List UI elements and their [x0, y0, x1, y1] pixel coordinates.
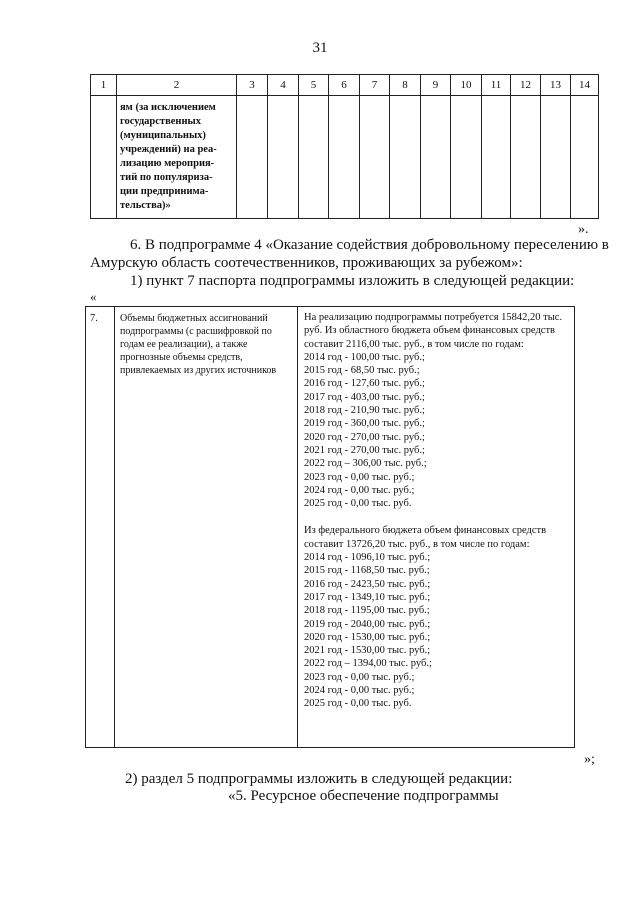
regional-year-row: 2016 год - 127,60 тыс. руб.;: [304, 378, 425, 390]
continuation-table: [90, 74, 599, 219]
federal-year-row: 2025 год - 0,00 тыс. руб.: [304, 698, 412, 710]
table-cell: [571, 96, 599, 219]
passport-item-value: [298, 307, 574, 755]
regional-year-row: 2014 год - 100,00 тыс. руб.;: [304, 351, 425, 363]
paragraph-6: 6. В подпрограмме 4 «Оказание содействия добровольному переселению в Амурскую область соотечественников, проживающих за рубежом»:: [90, 237, 609, 271]
header-cell: 8: [390, 75, 421, 96]
header-cell: 1: [91, 75, 117, 96]
regional-year-row: 2015 год - 68,50 тыс. руб.;: [304, 365, 420, 377]
funding-intro: На реализацию подпрограммы потребуется 15842,20 тыс. руб. Из областного бюджета объем финансовых средств составит 2116,00 тыс. руб., в том числе по годам:: [304, 312, 563, 350]
table-cell: [299, 96, 329, 219]
regional-year-row: 2022 год – 306,00 тыс. руб.;: [304, 458, 427, 470]
header-cell: 7: [360, 75, 390, 96]
table-cell: [541, 96, 571, 219]
regional-year-row: 2021 год - 270,00 тыс. руб.;: [304, 444, 425, 456]
table-cell: [390, 96, 421, 219]
federal-year-row: 2015 год - 1168,50 тыс. руб.;: [304, 565, 430, 577]
header-cell: 2: [117, 75, 237, 96]
section-5-heading: «5. Ресурсное обеспечение подпрограммы: [228, 788, 499, 804]
table-row: [91, 96, 599, 219]
table-cell: [511, 96, 541, 219]
table-cell: [91, 96, 117, 219]
regional-year-row: 2020 год - 270,00 тыс. руб.;: [304, 431, 425, 443]
paragraph-1: 1) пункт 7 паспорта подпрограммы изложить в следующей редакции:: [130, 273, 575, 289]
regional-year-row: 2025 год - 0,00 тыс. руб.: [304, 498, 412, 510]
federal-year-row: 2023 год - 0,00 тыс. руб.;: [304, 671, 415, 683]
header-cell: 14: [571, 75, 599, 96]
header-cell: 12: [511, 75, 541, 96]
regional-year-row: 2019 год - 360,00 тыс. руб.;: [304, 418, 425, 430]
header-cell: 10: [451, 75, 482, 96]
federal-year-row: 2021 год - 1530,00 тыс. руб.;: [304, 645, 431, 657]
header-cell: 13: [541, 75, 571, 96]
federal-year-row: 2024 год - 0,00 тыс. руб.;: [304, 685, 415, 697]
header-cell: 4: [268, 75, 299, 96]
page-number: 31: [312, 40, 328, 56]
closing-quote: ».: [578, 222, 589, 237]
table-cell: [237, 96, 268, 219]
opening-quote: «: [90, 289, 97, 304]
regional-year-row: 2018 год - 210,90 тыс. руб.;: [304, 405, 425, 417]
table-cell: [482, 96, 511, 219]
closing-quote-semicolon: »;: [584, 752, 595, 767]
passport-item-label: Объемы бюджетных ассигнований подпрограммы (с расшифровкой по годам ее реализации), а также прогнозные объемы средств, привлекаемых из других источников: [115, 307, 298, 747]
header-cell: 6: [329, 75, 360, 96]
table-cell: [421, 96, 451, 219]
federal-year-row: 2018 год - 1195,00 тыс. руб.;: [304, 605, 430, 617]
header-cell: 11: [482, 75, 511, 96]
passport-item-number: 7.: [86, 307, 115, 747]
table-cell: [451, 96, 482, 219]
federal-year-row: 2019 год - 2040,00 тыс. руб.;: [304, 618, 431, 630]
paragraph-2: 2) раздел 5 подпрограммы изложить в следующей редакции:: [125, 771, 513, 787]
table-cell: [268, 96, 299, 219]
table-header-row: [91, 75, 599, 96]
federal-year-row: 2017 год - 1349,10 тыс. руб.;: [304, 591, 431, 603]
regional-year-row: 2017 год - 403,00 тыс. руб.;: [304, 391, 425, 403]
federal-year-row: 2022 год – 1394,00 тыс. руб.;: [304, 658, 432, 670]
table-cell: [117, 96, 237, 219]
table-cell: [360, 96, 390, 219]
federal-year-row: 2014 год - 1096,10 тыс. руб.;: [304, 552, 431, 564]
passport-table: [85, 306, 575, 748]
header-cell: 5: [299, 75, 329, 96]
table-cell: [329, 96, 360, 219]
regional-year-row: 2023 год - 0,00 тыс. руб.;: [304, 471, 415, 483]
federal-year-row: 2020 год - 1530,00 тыс. руб.;: [304, 631, 431, 643]
federal-year-row: 2016 год - 2423,50 тыс. руб.;: [304, 578, 431, 590]
header-cell: 3: [237, 75, 268, 96]
header-cell: 9: [421, 75, 451, 96]
cell-text: ям (за исключением государственных (муниципальных) учреждений) на реа- лизацию мероприя- тий по популяриза- ции предпринима- тельства)»: [120, 102, 217, 211]
spacer: [304, 510, 568, 524]
federal-intro: Из федерального бюджета объем финансовых средств составит 13726,20 тыс. руб., в том числе по годам:: [304, 525, 547, 550]
regional-year-row: 2024 год - 0,00 тыс. руб.;: [304, 484, 415, 496]
